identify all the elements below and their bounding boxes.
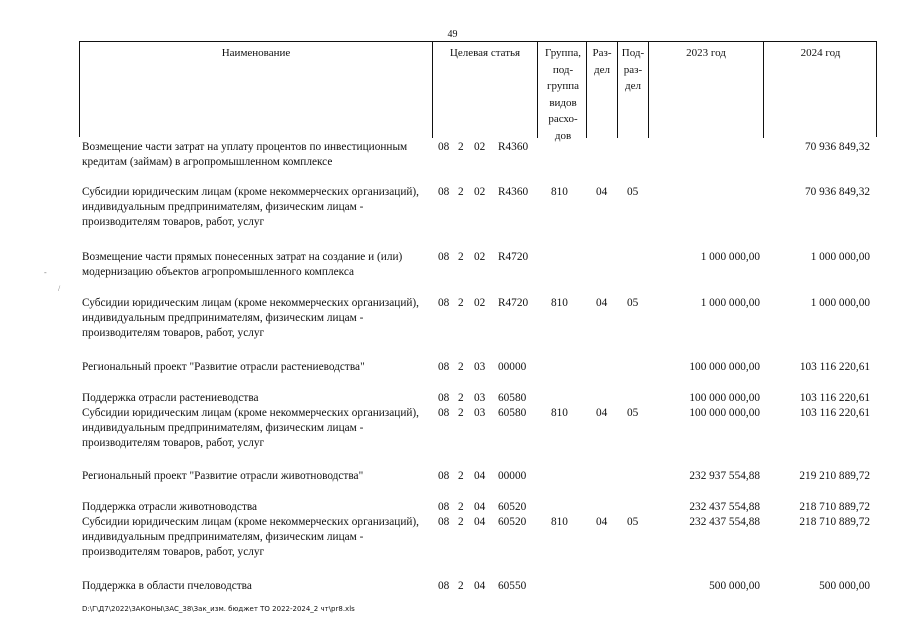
- target-code: 60550: [498, 580, 527, 592]
- target-code: 60580: [498, 392, 527, 404]
- amount-2023: 500 000,00: [709, 580, 760, 592]
- section-code: 04: [596, 297, 608, 309]
- header-2023: 2023 год: [686, 47, 726, 59]
- column-divider: [537, 42, 538, 138]
- target-program: 08: [438, 516, 450, 528]
- target-event: 04: [474, 516, 486, 528]
- target-code: 60520: [498, 516, 527, 528]
- amount-2024: 218 710 889,72: [799, 501, 870, 513]
- scan-mark: /: [58, 284, 61, 293]
- header-target: Целевая статья: [449, 47, 521, 59]
- header-group: Группа, под- группа видов расхо- дов: [545, 47, 581, 142]
- target-code: R4360: [498, 141, 529, 153]
- row-name: Субсидии юридическим лицам (кроме некоммерческих организаций), индивидуальным предпринимателям, физическим лицам - производителям товаров, работ, услуг: [82, 407, 420, 450]
- section-code: 04: [596, 407, 608, 419]
- target-subprogram: 2: [458, 361, 464, 373]
- header-2024: 2024 год: [800, 47, 841, 59]
- target-subprogram: 2: [458, 580, 464, 592]
- amount-2024: 1 000 000,00: [810, 297, 870, 309]
- section-code: 04: [596, 186, 608, 198]
- row-name: Субсидии юридическим лицам (кроме некоммерческих организаций), индивидуальным предпринимателям, физическим лицам - производителям товаров, работ, услуг: [82, 297, 420, 340]
- amount-2024: 219 210 889,72: [799, 470, 870, 482]
- target-event: 02: [474, 141, 486, 153]
- target-event: 03: [474, 392, 486, 404]
- target-event: 04: [474, 470, 486, 482]
- amount-2024: 103 116 220,61: [799, 407, 870, 419]
- target-code: R4720: [498, 297, 529, 309]
- target-program: 08: [438, 470, 450, 482]
- row-name: Поддержка отрасли растениеводства: [82, 392, 259, 404]
- target-event: 02: [474, 186, 486, 198]
- expense-group: 810: [551, 186, 568, 198]
- target-program: 08: [438, 361, 450, 373]
- target-code: R4720: [498, 251, 529, 263]
- amount-2024: 103 116 220,61: [799, 361, 870, 373]
- table-header: [79, 41, 877, 142]
- target-event: 03: [474, 407, 486, 419]
- target-subprogram: 2: [458, 407, 464, 419]
- amount-2024: 500 000,00: [819, 580, 870, 592]
- amount-2023: 100 000 000,00: [689, 407, 760, 419]
- amount-2024: 218 710 889,72: [799, 516, 870, 528]
- target-event: 03: [474, 361, 486, 373]
- target-event: 02: [474, 251, 486, 263]
- target-code: 60520: [498, 501, 527, 513]
- target-subprogram: 2: [458, 470, 464, 482]
- amount-2024: 103 116 220,61: [799, 392, 870, 404]
- subsection-code: 05: [627, 407, 639, 419]
- row-name: Региональный проект "Развитие отрасли животноводства": [82, 470, 364, 482]
- header-subsection: Под- раз- дел: [621, 47, 645, 92]
- amount-2023: 232 437 554,88: [689, 516, 760, 528]
- target-program: 08: [438, 501, 450, 513]
- amount-2023: 232 437 554,88: [689, 501, 760, 513]
- target-subprogram: 2: [458, 141, 464, 153]
- target-code: 60580: [498, 407, 527, 419]
- target-program: 08: [438, 580, 450, 592]
- target-subprogram: 2: [458, 392, 464, 404]
- target-subprogram: 2: [458, 186, 464, 198]
- amount-2024: 70 936 849,32: [805, 186, 870, 198]
- target-program: 08: [438, 251, 450, 263]
- target-program: 08: [438, 186, 450, 198]
- row-name: Субсидии юридическим лицам (кроме некоммерческих организаций), индивидуальным предпринимателям, физическим лицам - производителям товаров, работ, услуг: [82, 516, 420, 559]
- amount-2023: 1 000 000,00: [700, 297, 760, 309]
- subsection-code: 05: [627, 516, 639, 528]
- amount-2023: 1 000 000,00: [700, 251, 760, 263]
- target-subprogram: 2: [458, 516, 464, 528]
- page-number: 49: [447, 29, 458, 40]
- target-subprogram: 2: [458, 501, 464, 513]
- amount-2023: 100 000 000,00: [689, 392, 760, 404]
- section-code: 04: [596, 516, 608, 528]
- target-program: 08: [438, 141, 450, 153]
- subsection-code: 05: [627, 297, 639, 309]
- expense-group: 810: [551, 297, 568, 309]
- row-name: Возмещение части затрат на уплату процентов по инвестиционным кредитам (займам) в агропромышленном комплексе: [82, 141, 408, 169]
- target-code: 00000: [498, 361, 527, 373]
- amount-2024: 70 936 849,32: [805, 141, 870, 153]
- row-name: Региональный проект "Развитие отрасли растениеводства": [82, 361, 365, 373]
- row-name: Поддержка отрасли животноводства: [82, 501, 258, 513]
- amount-2023: 232 937 554,88: [689, 470, 760, 482]
- header-section: Раз- дел: [592, 47, 612, 76]
- row-name: Поддержка в области пчеловодства: [82, 580, 252, 592]
- amount-2023: 100 000 000,00: [689, 361, 760, 373]
- scan-mark: -: [44, 268, 47, 277]
- subsection-code: 05: [627, 186, 639, 198]
- row-name: Возмещение части прямых понесенных затрат на создание и (или) модернизацию объектов агропромышленного комплекса: [82, 251, 403, 279]
- target-code: R4360: [498, 186, 529, 198]
- target-program: 08: [438, 297, 450, 309]
- target-subprogram: 2: [458, 297, 464, 309]
- header-name: Наименование: [221, 47, 291, 59]
- row-name: Субсидии юридическим лицам (кроме некоммерческих организаций), индивидуальным предпринимателям, физическим лицам - производителям товаров, работ, услуг: [82, 186, 420, 229]
- target-program: 08: [438, 392, 450, 404]
- expense-group: 810: [551, 407, 568, 419]
- target-program: 08: [438, 407, 450, 419]
- target-subprogram: 2: [458, 251, 464, 263]
- file-path-footer: D:\Г\Д7\2022\ЗАКОНЫ\ЗАС_38\Зак_изм. бюджет ТО 2022-2024_2 чт\pr8.xls: [82, 605, 355, 613]
- target-event: 02: [474, 297, 486, 309]
- amount-2024: 1 000 000,00: [810, 251, 870, 263]
- target-code: 00000: [498, 470, 527, 482]
- target-event: 04: [474, 501, 486, 513]
- expense-group: 810: [551, 516, 568, 528]
- target-event: 04: [474, 580, 486, 592]
